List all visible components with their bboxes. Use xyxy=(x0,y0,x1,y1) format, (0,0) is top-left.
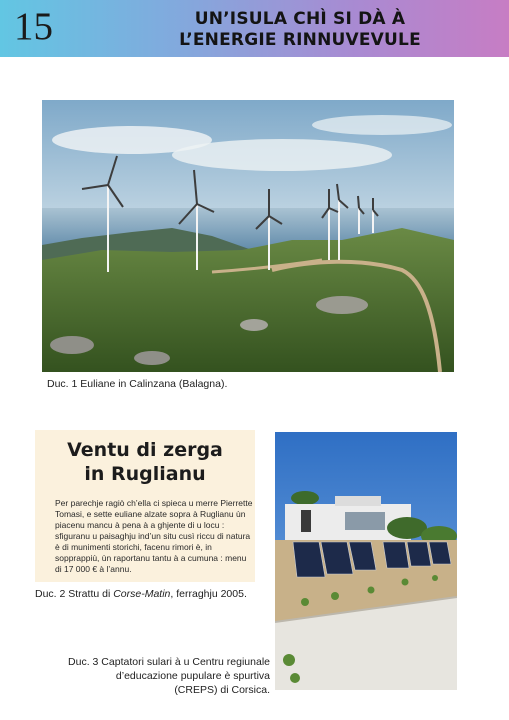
article-box xyxy=(35,430,255,582)
page-title-line-2: L’ENERGIE RINNUVEVULE xyxy=(179,30,421,50)
article-heading-line-2: in Ruglianu xyxy=(84,463,206,485)
caption-line-2: d’educazione pupulare è spurtiva xyxy=(115,670,270,682)
page-title-line-1: UN’ISULA CHÌ SI DÀ À xyxy=(194,9,406,29)
caption-prefix: Duc. 2 Strattu di xyxy=(35,588,114,600)
caption-line-1: Duc. 3 Captatori sulari à u Centru regiunale xyxy=(68,656,270,668)
caption-source: Corse-Matin xyxy=(113,588,171,600)
article-heading-line-1: Ventu di zerga xyxy=(67,439,223,461)
caption-line-3: (CREPS) di Corsica. xyxy=(174,684,270,696)
wind-turbines-photo xyxy=(42,100,454,372)
page-title xyxy=(120,9,480,51)
page-header xyxy=(0,0,509,57)
solar-panels-photo xyxy=(275,432,457,690)
document-2-caption xyxy=(35,588,247,600)
article-heading xyxy=(35,438,255,486)
document-3-caption xyxy=(60,655,270,697)
page-number: 15 xyxy=(14,5,53,48)
caption-suffix: , ferraghju 2005. xyxy=(170,588,247,600)
article-body: Per parechje ragiò ch’ella ci spieca u merre Pierrette Tomasi, e sette euliane alzate sopra à Ruglianu ùn piacenu mancu à pena à a ghjente di u locu : sfiguranu u paisaghju ind’un situ cusì riccu di natura è di munimenti storichi, facenu rimori è, in sopprappiù, ùn raportanu tantu à a cumuna : menu di 17 000 € à l’annu. xyxy=(55,498,253,574)
document-1-caption: Duc. 1 Euliane in Calinzana (Balagna). xyxy=(47,378,228,390)
